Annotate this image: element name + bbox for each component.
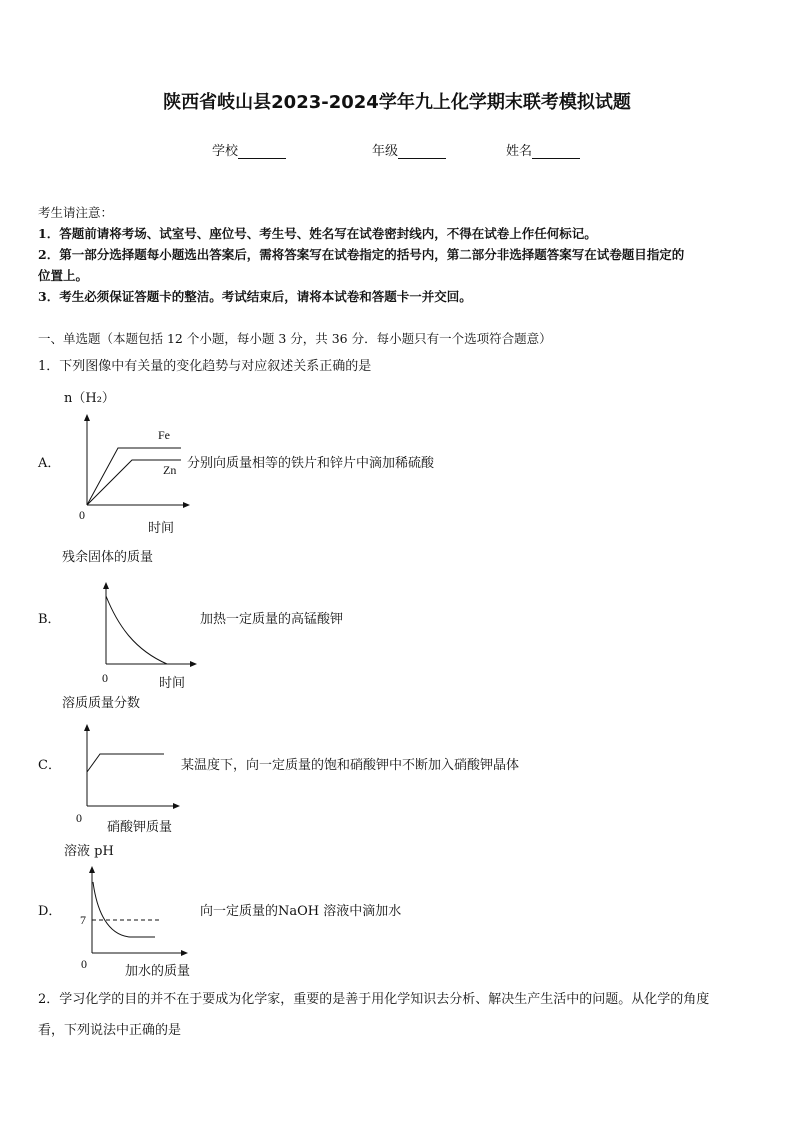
notice-item-2-cont: 位置上。 (38, 268, 89, 283)
option-c-x-label: 硝酸钾质量 (107, 820, 173, 835)
school-label: 学校 (212, 144, 239, 159)
option-b-label[interactable]: B． (38, 612, 61, 627)
option-d-x-label: 加水的质量 (125, 964, 191, 979)
option-d-tick-7: 7 (80, 913, 86, 927)
option-c-origin: 0 (76, 811, 82, 825)
section-heading: 一、单选题（本题包括 12 个小题，每小题 3 分，共 36 分．每小题只有一个选项符合题意） (38, 331, 552, 346)
notice-heading: 考生请注意： (38, 205, 114, 220)
option-d-x-arrow (181, 950, 188, 956)
option-a-x-label: 时间 (148, 521, 175, 536)
question-2-line-1: 2．学习化学的目的并不在于要成为化学家，重要的是善于用化学知识去分析、解决生产生活中的问题。从化学的角度 (38, 992, 710, 1007)
option-b-desc: 加热一定质量的高锰酸钾 (200, 612, 344, 627)
option-a-desc: 分别向质量相等的铁片和锌片中滴加稀硫酸 (187, 456, 435, 471)
option-d-y-label: 溶液 pH (64, 844, 114, 859)
option-d-y-arrow (89, 866, 95, 873)
page-title: 陕西省岐山县2023-2024学年九上化学期末联考模拟试题 (163, 92, 631, 113)
name-label: 姓名 (506, 144, 533, 159)
option-b-origin: 0 (102, 671, 108, 685)
option-a-series-fe: Fe (158, 428, 170, 442)
option-b-y-label: 残余固体的质量 (62, 550, 154, 565)
option-d-desc: 向一定质量的NaOH 溶液中滴加水 (200, 904, 402, 919)
option-a-origin: 0 (79, 508, 85, 522)
notice-item-1: 1．答题前请将考场、试室号、座位号、考生号、姓名写在试卷密封线内，不得在试卷上作任何标记。 (38, 226, 597, 241)
notice-item-3: 3．考生必须保证答题卡的整洁。考试结束后，请将本试卷和答题卡一并交回。 (38, 289, 472, 304)
grade-label: 年级 (372, 144, 399, 159)
option-c-label[interactable]: C． (38, 758, 61, 773)
option-d-origin: 0 (81, 957, 87, 971)
question-2-line-2: 看，下列说法中正确的是 (38, 1023, 182, 1038)
question-1-stem: 1．下列图像中有关量的变化趋势与对应叙述关系正确的是 (38, 359, 372, 374)
option-a-y-label: n（H₂） (64, 391, 115, 406)
option-d-label[interactable]: D． (38, 904, 62, 919)
option-c-y-label: 溶质质量分数 (62, 696, 141, 711)
notice-item-2: 2．第一部分选择题每小题选出答案后，需将答案写在试卷指定的括号内，第二部分非选择题答案写在试卷题目指定的 (38, 247, 685, 262)
option-a-series-zn: Zn (163, 463, 177, 477)
option-a-label[interactable]: A． (38, 456, 61, 471)
option-d-curve (93, 882, 155, 937)
option-c-desc: 某温度下，向一定质量的饱和硝酸钾中不断加入硝酸钾晶体 (181, 758, 520, 773)
option-b-x-label: 时间 (159, 676, 186, 691)
